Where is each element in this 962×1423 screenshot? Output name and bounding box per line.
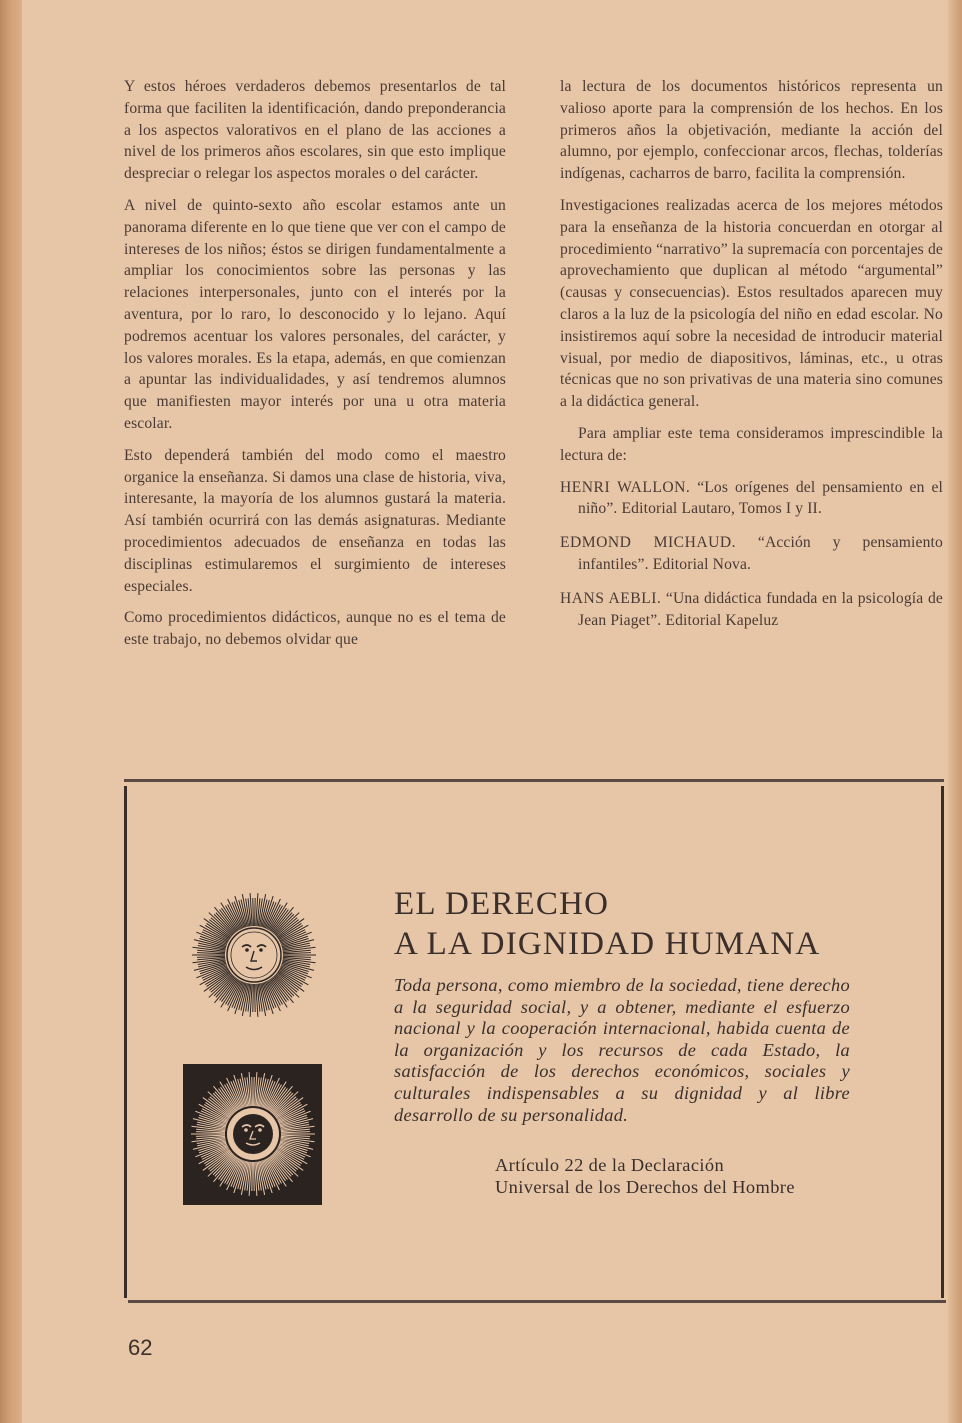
page-number: 62 [128, 1335, 153, 1360]
right-column [560, 76, 943, 643]
reference-text: “Acción y pensamiento infantiles”. Editorial Nova. [578, 534, 943, 573]
left-paragraph-1: Y estos héroes verdaderos debemos presentarlos de tal forma que faciliten la identificación, dando preponderancia a los aspectos valorativos en el plano de las acciones a nivel de los primeros años escolares, sin que esto implique despreciar o relegar los aspectos morales o del carácter. [124, 78, 506, 183]
right-paragraph-1: la lectura de los documentos históricos representa un valioso aporte para la comprensión de los hechos. En los primeros años la objetivación, mediante la acción del alumno, por ejemplo, confeccionar arcos, flechas, tolderías indígenas, cacharros de barro, facilita la comprensión. [560, 78, 943, 183]
source-line-1: Artículo 22 de la Declaración [495, 1155, 725, 1175]
sun-face-light-icon [190, 891, 318, 1019]
right-paragraph-3: Para ampliar este tema consideramos imprescindible la lectura de: [560, 424, 943, 464]
box-top-rule [124, 779, 944, 782]
declaration-quote: Toda persona, como miembro de la sociedad, tiene derecho a la seguridad social, y a obtener, mediante el esfuerzo nacional y la cooperación internacional, habida cuenta de la organización y los recursos de cada Estado, la satisfacción de los derechos económicos, sociales y culturales indispensables a su dignidad y al libre desarrollo de su personalidad. [394, 975, 850, 1125]
reference-2 [560, 532, 943, 576]
page-binding-edge [0, 0, 22, 1423]
left-column [124, 76, 506, 661]
reference-author: HANS AEBLI. [560, 589, 662, 607]
sun-face-dark-icon [183, 1064, 322, 1205]
page-right-edge [948, 0, 962, 1423]
source-line-2: Universal de los Derechos del Hombre [495, 1177, 795, 1197]
box-bottom-rule [128, 1300, 946, 1303]
reference-text: “Los orígenes del pensamiento en el niño”. Editorial Lautaro, Tomos I y II. [578, 478, 944, 518]
left-paragraph-3: Esto dependerá también del modo como el maestro organice la enseñanza. Si damos una clase de historia, viva, interesante, la mayoría de los alumnos gustará la materia. Así también ocurrirá con las demás asignaturas. Mediante procedimientos adecuados de enseñanza en todas las disciplinas estimularemos el surgimiento de intereses especiales. [124, 446, 506, 595]
left-paragraph-2: A nivel de quinto-sexto año escolar estamos ante un panorama diferente en lo que tiene que ver con el campo de intereses de los niños; éstos se dirigen fundamentalmente a ampliar los conocimientos sobre las personas y las relaciones interpersonales, junto con el interés por la aventura, por lo raro, lo desconocido y lo lejano. Aquí podremos acentuar los valores personales, del carácter, y los valores morales. Es la etapa, además, en que comienzan a apuntar las individualidades, y así tendremos alumnos que manifiesten mayor interés por una u otra materia escolar. [124, 196, 506, 432]
declaration-title [394, 884, 864, 964]
reference-author: HENRI WALLON. [560, 478, 691, 496]
title-line-2: A LA DIGNIDAD HUMANA [394, 926, 821, 962]
left-paragraph-4: Como procedimientos didácticos, aunque no es el tema de este trabajo, no debemos olvidar que [124, 609, 506, 649]
title-line-1: EL DERECHO [394, 886, 610, 922]
reference-1 [560, 477, 943, 521]
reference-text: “Una didáctica fundada en la psicología de Jean Piaget”. Editorial Kapeluz [578, 589, 943, 629]
right-paragraph-2: Investigaciones realizadas acerca de los mejores métodos para la enseñanza de la historia concuerdan en otorgar al procedimiento “narrativo” la supremacía con porcentajes de aprovechamiento que duplican al método “argumental” (causas y consecuencias). Estos resultados aparecen muy claros a la luz de la psicología del niño en edad escolar. No insistiremos aquí sobre la necesidad de introducir material visual, por medio de diapositivos, láminas, etc., u otras técnicas que no son privativas de una materia sino comunes a la didáctica general. [560, 196, 943, 411]
reference-3 [560, 588, 943, 632]
reference-author: EDMOND MICHAUD. [560, 534, 737, 552]
declaration-source [495, 1154, 855, 1198]
